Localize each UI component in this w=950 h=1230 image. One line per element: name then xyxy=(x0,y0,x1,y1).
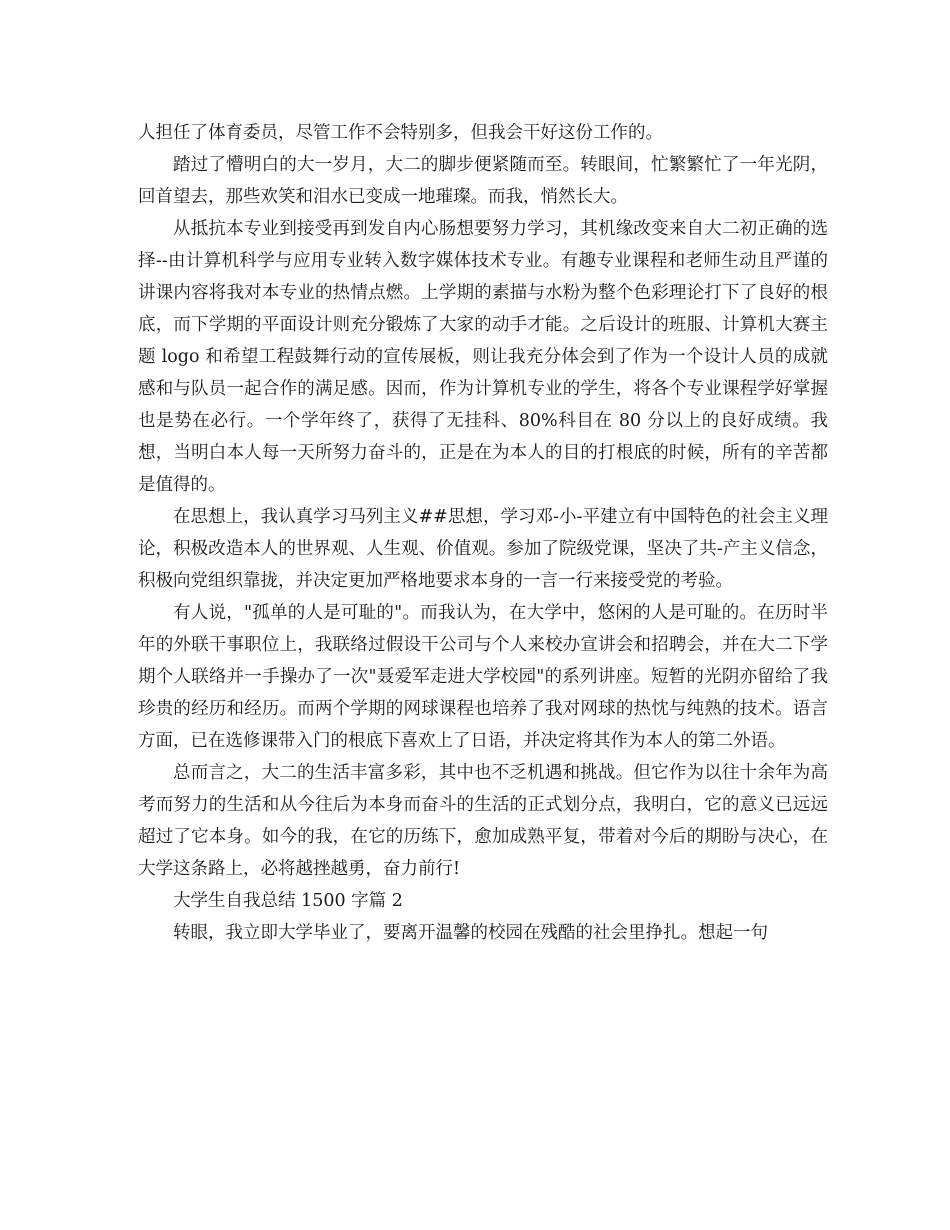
paragraph-1: 人担任了体育委员，尽管工作不会特别多，但我会干好这份工作的。 xyxy=(138,123,663,143)
paragraph-4: 在思想上，我认真学习马列主义##思想，学习邓-小-平建立有中国特色的社会主义理论，积极改造本人的世界观、人生观、价值观。参加了院级党课，坚决了共-产主义信念，积极向党组织靠拢，并决定更加严格地要求本身的一言一行来接受党的考验。 xyxy=(138,507,828,591)
closing-paragraph: 转眼，我立即大学毕业了，要离开温馨的校园在残酷的社会里挣扎。想起一句 xyxy=(173,923,768,943)
paragraph-5: 有人说，"孤单的人是可耻的"。而我认为，在大学中，悠闲的人是可耻的。在历时半年的外联干事职位上，我联络过假设干公司与个人来校办宣讲会和招聘会，并在大二下学期个人联络并一手操办了一次"聂爱军走进大学校园"的系列讲座。短暂的光阴亦留给了我珍贵的经历和经历。而两个学期的网球课程也培养了我对网球的热忱与纯熟的技术。语言方面，已在选修课带入门的根底下喜欢上了日语，并决定将其作为本人的第二外语。 xyxy=(138,603,828,751)
document-body xyxy=(138,117,828,949)
paragraph-2: 踏过了懵明白的大一岁月，大二的脚步便紧随而至。转眼间，忙繁繁忙了一年光阴，回首望去，那些欢笑和泪水已变成一地璀璨。而我，悄然长大。 xyxy=(138,155,828,207)
paragraph-6: 总而言之，大二的生活丰富多彩，其中也不乏机遇和挑战。但它作为以往十余年为高考而努力的生活和从今往后为本身而奋斗的生活的正式划分点，我明白，它的意义已远远超过了它本身。如今的我，在它的历练下，愈加成熟平复，带着对今后的期盼与决心，在大学这条路上，必将越挫越勇，奋力前行! xyxy=(138,763,828,879)
section-heading: 大学生自我总结 1500 字篇 2 xyxy=(173,891,403,911)
paragraph-3: 从抵抗本专业到接受再到发自内心肠想要努力学习，其机缘改变来自大二初正确的选择--由计算机科学与应用专业转入数字媒体技术专业。有趣专业课程和老师生动且严谨的讲课内容将我对本专业的热情点燃。上学期的素描与水粉为整个色彩理论打下了良好的根底，而下学期的平面设计则充分锻炼了大家的动手才能。之后设计的班服、计算机大赛主题 logo 和希望工程鼓舞行动的宣传展板，则让我充分体会到了作为一个设计人员的成就感和与队员一起合作的满足感。因而，作为计算机专业的学生，将各个专业课程学好掌握也是势在必行。一个学年终了，获得了无挂科、80%科目在 80 分以上的良好成绩。我想，当明白本人每一天所努力奋斗的，正是在为本人的目的打根底的时候，所有的辛苦都是值得的。 xyxy=(138,219,828,495)
